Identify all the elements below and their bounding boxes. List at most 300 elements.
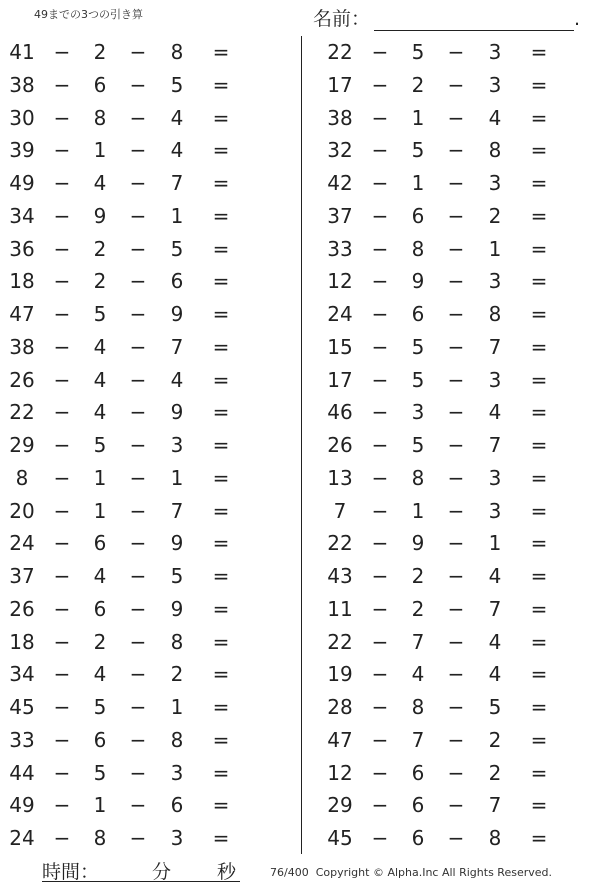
- subtrahend-1: 6: [93, 531, 107, 556]
- minuend: 24: [9, 826, 35, 850]
- subtrahend-1: 8: [411, 695, 425, 719]
- subtrahend-1: 5: [93, 433, 107, 457]
- equals-sign: =: [530, 695, 548, 719]
- subtrahend-2: 3: [488, 498, 502, 523]
- minuend: 29: [327, 793, 353, 818]
- subtrahend-1: 1: [93, 465, 107, 490]
- equals-sign: =: [530, 40, 548, 64]
- minus-sign: −: [371, 433, 389, 457]
- minus-sign: −: [371, 531, 389, 556]
- equals-sign: =: [530, 138, 548, 163]
- subtrahend-2: 6: [170, 793, 184, 818]
- minuend: 47: [9, 302, 35, 326]
- minus-sign: −: [129, 596, 147, 621]
- minus-sign: −: [371, 334, 389, 359]
- equals-sign: =: [212, 564, 230, 588]
- subtrahend-2: 9: [170, 531, 184, 556]
- subtrahend-2: 3: [488, 171, 502, 195]
- minus-sign: −: [447, 40, 465, 64]
- minus-sign: −: [53, 629, 71, 654]
- minus-sign: −: [129, 203, 147, 228]
- subtrahend-2: 3: [488, 465, 502, 490]
- minus-sign: −: [447, 302, 465, 326]
- equals-sign: =: [530, 105, 548, 130]
- subtrahend-1: 5: [93, 695, 107, 719]
- minus-sign: −: [129, 400, 147, 425]
- minus-sign: −: [53, 498, 71, 523]
- minuend: 18: [9, 629, 35, 654]
- minuend: 17: [327, 72, 353, 97]
- subtrahend-2: 5: [488, 695, 502, 719]
- subtrahend-2: 8: [488, 138, 502, 163]
- subtrahend-1: 2: [411, 596, 425, 621]
- minus-sign: −: [447, 564, 465, 588]
- minus-sign: −: [447, 695, 465, 719]
- minus-sign: −: [447, 203, 465, 228]
- minus-sign: −: [129, 269, 147, 294]
- minus-sign: −: [447, 367, 465, 392]
- subtrahend-1: 1: [411, 171, 425, 195]
- equals-sign: =: [212, 596, 230, 621]
- minuend: 34: [9, 662, 35, 687]
- subtrahend-2: 3: [488, 40, 502, 64]
- subtrahend-1: 9: [93, 203, 107, 228]
- subtrahend-2: 1: [170, 695, 184, 719]
- minus-sign: −: [371, 498, 389, 523]
- minus-sign: −: [129, 105, 147, 130]
- minus-sign: −: [129, 138, 147, 163]
- equals-sign: =: [530, 596, 548, 621]
- subtrahend-2: 8: [170, 727, 184, 752]
- minus-sign: −: [53, 531, 71, 556]
- minus-sign: −: [129, 465, 147, 490]
- minus-sign: −: [447, 269, 465, 294]
- minus-sign: −: [129, 727, 147, 752]
- equals-sign: =: [530, 203, 548, 228]
- equals-sign: =: [212, 334, 230, 359]
- equals-sign: =: [212, 662, 230, 687]
- minuend: 22: [9, 400, 35, 425]
- subtrahend-2: 8: [170, 629, 184, 654]
- equals-sign: =: [212, 826, 230, 850]
- minus-sign: −: [129, 760, 147, 785]
- minuend: 38: [9, 72, 35, 97]
- minus-sign: −: [447, 236, 465, 261]
- footer-copyright: [270, 866, 552, 879]
- minus-sign: −: [129, 171, 147, 195]
- minus-sign: −: [371, 695, 389, 719]
- subtrahend-2: 9: [170, 302, 184, 326]
- subtrahend-2: 9: [170, 596, 184, 621]
- subtrahend-1: 5: [411, 367, 425, 392]
- minus-sign: −: [447, 72, 465, 97]
- minuend: 45: [327, 826, 353, 850]
- minus-sign: −: [129, 433, 147, 457]
- minus-sign: −: [129, 334, 147, 359]
- minus-sign: −: [53, 465, 71, 490]
- equals-sign: =: [212, 531, 230, 556]
- equals-sign: =: [530, 400, 548, 425]
- minus-sign: −: [371, 269, 389, 294]
- subtrahend-2: 3: [488, 72, 502, 97]
- equals-sign: =: [530, 826, 548, 850]
- subtrahend-1: 9: [411, 269, 425, 294]
- equals-sign: =: [212, 465, 230, 490]
- minus-sign: −: [53, 72, 71, 97]
- minus-sign: −: [371, 171, 389, 195]
- minus-sign: −: [129, 40, 147, 64]
- equals-sign: =: [530, 662, 548, 687]
- minus-sign: −: [53, 793, 71, 818]
- name-end-mark: .: [574, 8, 581, 30]
- equals-sign: =: [530, 334, 548, 359]
- minus-sign: −: [371, 662, 389, 687]
- equals-sign: =: [212, 138, 230, 163]
- minuend: 38: [327, 105, 353, 130]
- subtrahend-2: 8: [170, 40, 184, 64]
- minuend: 39: [9, 138, 35, 163]
- equals-sign: =: [530, 564, 548, 588]
- minuend: 24: [9, 531, 35, 556]
- minuend: 46: [327, 400, 353, 425]
- subtrahend-2: 7: [488, 596, 502, 621]
- minus-sign: −: [129, 564, 147, 588]
- seconds-label: 秒: [217, 861, 237, 883]
- minuend: 49: [9, 171, 35, 195]
- subtrahend-2: 7: [488, 433, 502, 457]
- minuend: 7: [333, 498, 347, 523]
- copyright-text: Copyright © Alpha.Inc All Rights Reserved.: [315, 866, 552, 879]
- minus-sign: −: [371, 302, 389, 326]
- subtrahend-2: 8: [488, 826, 502, 850]
- minus-sign: −: [371, 826, 389, 850]
- equals-sign: =: [530, 433, 548, 457]
- equals-sign: =: [212, 400, 230, 425]
- time-field: [42, 857, 240, 882]
- minuend: 11: [327, 596, 353, 621]
- subtrahend-1: 1: [93, 793, 107, 818]
- equals-sign: =: [212, 171, 230, 195]
- subtrahend-2: 6: [170, 269, 184, 294]
- minus-sign: −: [371, 203, 389, 228]
- subtrahend-2: 7: [488, 334, 502, 359]
- minuend: 41: [9, 40, 35, 64]
- subtrahend-2: 4: [170, 367, 184, 392]
- minus-sign: −: [447, 662, 465, 687]
- subtrahend-2: 7: [170, 498, 184, 523]
- subtrahend-1: 5: [93, 760, 107, 785]
- minus-sign: −: [129, 695, 147, 719]
- subtrahend-2: 4: [170, 138, 184, 163]
- subtrahend-2: 4: [488, 662, 502, 687]
- subtrahend-2: 3: [488, 367, 502, 392]
- minus-sign: −: [53, 760, 71, 785]
- minuend: 49: [9, 793, 35, 818]
- subtrahend-1: 6: [93, 727, 107, 752]
- minus-sign: −: [129, 236, 147, 261]
- minuend: 47: [327, 727, 353, 752]
- page-number: 76/400: [270, 866, 309, 879]
- minuend: 44: [9, 760, 35, 785]
- minus-sign: −: [447, 629, 465, 654]
- subtrahend-2: 4: [488, 105, 502, 130]
- minus-sign: −: [53, 826, 71, 850]
- subtrahend-1: 2: [411, 564, 425, 588]
- minuend: 26: [9, 596, 35, 621]
- subtrahend-2: 4: [488, 400, 502, 425]
- minus-sign: −: [447, 498, 465, 523]
- equals-sign: =: [212, 269, 230, 294]
- minuend: 19: [327, 662, 353, 687]
- minuend: 30: [9, 105, 35, 130]
- equals-sign: =: [530, 629, 548, 654]
- minus-sign: −: [371, 793, 389, 818]
- subtrahend-1: 2: [93, 40, 107, 64]
- subtrahend-2: 3: [488, 269, 502, 294]
- minus-sign: −: [447, 826, 465, 850]
- minuend: 22: [327, 531, 353, 556]
- subtrahend-1: 1: [93, 138, 107, 163]
- minus-sign: −: [447, 465, 465, 490]
- minus-sign: −: [129, 498, 147, 523]
- subtrahend-2: 1: [488, 236, 502, 261]
- minus-sign: −: [371, 727, 389, 752]
- equals-sign: =: [530, 302, 548, 326]
- minus-sign: −: [129, 826, 147, 850]
- equals-sign: =: [212, 760, 230, 785]
- subtrahend-1: 8: [411, 465, 425, 490]
- minus-sign: −: [371, 40, 389, 64]
- equals-sign: =: [530, 727, 548, 752]
- minuend: 18: [9, 269, 35, 294]
- minuend: 17: [327, 367, 353, 392]
- subtrahend-1: 4: [93, 367, 107, 392]
- minus-sign: −: [371, 400, 389, 425]
- minus-sign: −: [53, 40, 71, 64]
- minus-sign: −: [371, 564, 389, 588]
- minuend: 36: [9, 236, 35, 261]
- minuend: 29: [9, 433, 35, 457]
- subtrahend-1: 5: [411, 40, 425, 64]
- subtrahend-1: 8: [93, 105, 107, 130]
- minuend: 12: [327, 269, 353, 294]
- minus-sign: −: [53, 334, 71, 359]
- minus-sign: −: [129, 662, 147, 687]
- subtrahend-1: 5: [93, 302, 107, 326]
- minus-sign: −: [53, 269, 71, 294]
- subtrahend-1: 8: [411, 236, 425, 261]
- equals-sign: =: [530, 793, 548, 818]
- minus-sign: −: [129, 793, 147, 818]
- subtrahend-1: 6: [93, 596, 107, 621]
- minus-sign: −: [371, 367, 389, 392]
- subtrahend-2: 1: [488, 531, 502, 556]
- minus-sign: −: [53, 400, 71, 425]
- minus-sign: −: [447, 400, 465, 425]
- minus-sign: −: [53, 564, 71, 588]
- subtrahend-1: 4: [93, 334, 107, 359]
- minuend: 33: [327, 236, 353, 261]
- equals-sign: =: [530, 498, 548, 523]
- name-underline: [374, 11, 574, 31]
- equals-sign: =: [530, 171, 548, 195]
- subtrahend-2: 3: [170, 826, 184, 850]
- subtrahend-1: 4: [411, 662, 425, 687]
- time-label: 時間：: [42, 861, 100, 883]
- minuend: 8: [15, 465, 29, 490]
- equals-sign: =: [212, 629, 230, 654]
- subtrahend-2: 4: [488, 564, 502, 588]
- minuend: 20: [9, 498, 35, 523]
- subtrahend-2: 1: [170, 203, 184, 228]
- minus-sign: −: [53, 138, 71, 163]
- minus-sign: −: [371, 465, 389, 490]
- minuend: 28: [327, 695, 353, 719]
- equals-sign: =: [212, 72, 230, 97]
- subtrahend-1: 5: [411, 334, 425, 359]
- subtrahend-2: 4: [170, 105, 184, 130]
- subtrahend-2: 3: [170, 760, 184, 785]
- equals-sign: =: [212, 793, 230, 818]
- minus-sign: −: [447, 334, 465, 359]
- subtrahend-2: 4: [488, 629, 502, 654]
- subtrahend-1: 9: [411, 531, 425, 556]
- equals-sign: =: [212, 433, 230, 457]
- minuend: 26: [9, 367, 35, 392]
- subtrahend-2: 5: [170, 236, 184, 261]
- subtrahend-1: 7: [411, 727, 425, 752]
- minuend: 34: [9, 203, 35, 228]
- minuend: 22: [327, 629, 353, 654]
- minuend: 12: [327, 760, 353, 785]
- minus-sign: −: [371, 596, 389, 621]
- minus-sign: −: [129, 72, 147, 97]
- minuend: 38: [9, 334, 35, 359]
- name-field: [313, 4, 580, 31]
- minus-sign: −: [129, 531, 147, 556]
- subtrahend-1: 6: [93, 72, 107, 97]
- subtrahend-1: 4: [93, 662, 107, 687]
- minuend: 32: [327, 138, 353, 163]
- subtrahend-2: 2: [170, 662, 184, 687]
- minus-sign: −: [371, 138, 389, 163]
- minuend: 45: [9, 695, 35, 719]
- subtrahend-1: 4: [93, 564, 107, 588]
- minuend: 24: [327, 302, 353, 326]
- subtrahend-1: 6: [411, 760, 425, 785]
- subtrahend-1: 1: [93, 498, 107, 523]
- subtrahend-2: 7: [488, 793, 502, 818]
- equals-sign: =: [212, 367, 230, 392]
- subtrahend-1: 7: [411, 629, 425, 654]
- subtrahend-2: 5: [170, 72, 184, 97]
- minus-sign: −: [447, 433, 465, 457]
- minus-sign: −: [447, 531, 465, 556]
- minus-sign: −: [53, 596, 71, 621]
- minus-sign: −: [53, 433, 71, 457]
- equals-sign: =: [212, 40, 230, 64]
- equals-sign: =: [530, 465, 548, 490]
- minus-sign: −: [371, 72, 389, 97]
- minus-sign: −: [53, 203, 71, 228]
- minus-sign: −: [53, 367, 71, 392]
- minuend: 33: [9, 727, 35, 752]
- minuend: 15: [327, 334, 353, 359]
- subtrahend-1: 2: [411, 72, 425, 97]
- subtrahend-1: 5: [411, 138, 425, 163]
- equals-sign: =: [530, 760, 548, 785]
- equals-sign: =: [212, 203, 230, 228]
- subtrahend-1: 2: [93, 629, 107, 654]
- minutes-label: 分: [152, 861, 172, 883]
- equals-sign: =: [530, 236, 548, 261]
- equals-sign: =: [212, 498, 230, 523]
- subtrahend-2: 7: [170, 334, 184, 359]
- subtrahend-1: 6: [411, 826, 425, 850]
- subtrahend-1: 4: [93, 171, 107, 195]
- minus-sign: −: [447, 596, 465, 621]
- subtrahend-1: 4: [93, 400, 107, 425]
- minus-sign: −: [371, 236, 389, 261]
- subtrahend-2: 3: [170, 433, 184, 457]
- minus-sign: −: [447, 105, 465, 130]
- subtrahend-2: 5: [170, 564, 184, 588]
- subtrahend-1: 5: [411, 433, 425, 457]
- minuend: 37: [327, 203, 353, 228]
- worksheet-title: 49までの3つの引き算: [34, 8, 143, 21]
- equals-sign: =: [530, 72, 548, 97]
- column-divider: [301, 36, 302, 854]
- subtrahend-2: 9: [170, 400, 184, 425]
- minus-sign: −: [129, 302, 147, 326]
- equals-sign: =: [212, 727, 230, 752]
- subtrahend-1: 2: [93, 236, 107, 261]
- equals-sign: =: [530, 269, 548, 294]
- minus-sign: −: [447, 793, 465, 818]
- subtrahend-1: 8: [93, 826, 107, 850]
- minus-sign: −: [53, 105, 71, 130]
- subtrahend-1: 1: [411, 498, 425, 523]
- minuend: 42: [327, 171, 353, 195]
- equals-sign: =: [212, 302, 230, 326]
- subtrahend-1: 3: [411, 400, 425, 425]
- minuend: 37: [9, 564, 35, 588]
- subtrahend-2: 8: [488, 302, 502, 326]
- minus-sign: −: [53, 236, 71, 261]
- equals-sign: =: [530, 531, 548, 556]
- minus-sign: −: [53, 695, 71, 719]
- minuend: 26: [327, 433, 353, 457]
- subtrahend-1: 6: [411, 203, 425, 228]
- minus-sign: −: [371, 629, 389, 654]
- minuend: 43: [327, 564, 353, 588]
- minus-sign: −: [447, 171, 465, 195]
- subtrahend-2: 2: [488, 727, 502, 752]
- minus-sign: −: [447, 727, 465, 752]
- subtrahend-1: 6: [411, 793, 425, 818]
- subtrahend-2: 2: [488, 760, 502, 785]
- minus-sign: −: [129, 367, 147, 392]
- equals-sign: =: [530, 367, 548, 392]
- minus-sign: −: [53, 302, 71, 326]
- subtrahend-1: 1: [411, 105, 425, 130]
- subtrahend-2: 1: [170, 465, 184, 490]
- minus-sign: −: [129, 629, 147, 654]
- minuend: 22: [327, 40, 353, 64]
- equals-sign: =: [212, 105, 230, 130]
- name-label: 名前：: [313, 8, 371, 30]
- subtrahend-2: 7: [170, 171, 184, 195]
